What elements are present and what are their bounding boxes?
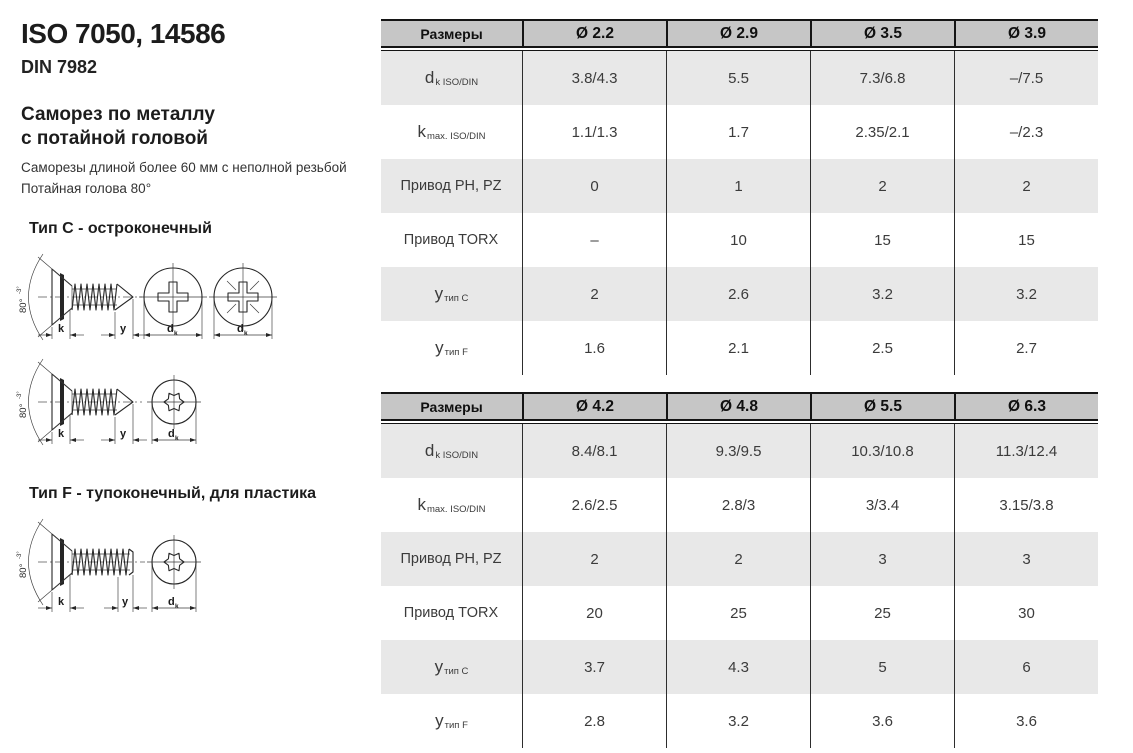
- table-cell: 15: [954, 213, 1098, 267]
- table-cell: 2: [522, 532, 666, 586]
- dim-label-y: y: [120, 428, 127, 440]
- table-row: [381, 213, 1098, 267]
- table-cell: 4.3: [666, 640, 810, 694]
- table-cell: 3.2: [810, 267, 954, 321]
- column-header-diameter: Ø 2.9: [666, 21, 810, 46]
- row-label: Привод PH, PZ: [400, 178, 502, 194]
- table-cell: 7.3/6.8: [810, 51, 954, 105]
- table-row: [381, 424, 1098, 478]
- table-cell: 3.7: [522, 640, 666, 694]
- table-cell: 30: [954, 586, 1098, 640]
- table-cell: 3.8/4.3: [522, 51, 666, 105]
- column-header-diameter: Ø 6.3: [954, 394, 1098, 419]
- type-c-drawing-ph-pz: [0, 242, 300, 352]
- angle-value: 80°: [18, 403, 29, 418]
- angle-tolerance: -3°: [17, 391, 23, 399]
- row-label: Привод TORX: [403, 232, 499, 248]
- dim-label-d: d: [167, 323, 174, 335]
- head-angle-label: [17, 391, 29, 418]
- type-f-drawing-torx: [0, 505, 230, 617]
- table-row: [381, 586, 1098, 640]
- dimension-table-1: [381, 19, 1098, 375]
- table-cell: 1.1/1.3: [522, 105, 666, 159]
- dim-label-d: d: [237, 323, 244, 335]
- dim-label-d: d: [168, 428, 175, 440]
- table-cell: 10.3/10.8: [810, 424, 954, 478]
- table-cell: 9.3/9.5: [666, 424, 810, 478]
- table-cell: 2.5: [810, 321, 954, 375]
- table-row: [381, 51, 1098, 105]
- dim-label-y: y: [122, 596, 129, 608]
- table-cell: 2: [954, 159, 1098, 213]
- table-cell: 1.7: [666, 105, 810, 159]
- table-cell: 1.6: [522, 321, 666, 375]
- page-title: ISO 7050, 14586: [21, 18, 226, 49]
- screw-side-view-icon: [29, 519, 146, 605]
- column-header-diameter: Ø 4.2: [522, 394, 666, 419]
- dimension-table-2: [381, 392, 1098, 748]
- table-row: [381, 694, 1098, 748]
- row-label: k max. ISO/DIN: [417, 122, 486, 142]
- table-cell: 3: [954, 532, 1098, 586]
- column-header-diameter: Ø 3.9: [954, 21, 1098, 46]
- head-angle-label: [17, 551, 29, 578]
- table-row: [381, 105, 1098, 159]
- torx-recess-head-view-icon: [147, 535, 201, 612]
- table-cell: –/7.5: [954, 51, 1098, 105]
- dim-label-d: d: [168, 596, 175, 608]
- table-cell: 15: [810, 213, 954, 267]
- table-cell: 2: [666, 532, 810, 586]
- row-label: y тип C: [434, 284, 469, 304]
- table-cell: 5: [810, 640, 954, 694]
- table-cell: 2.35/2.1: [810, 105, 954, 159]
- table-row: [381, 321, 1098, 375]
- table-cell: 3.2: [666, 694, 810, 748]
- table-cell: 11.3/12.4: [954, 424, 1098, 478]
- table-row: [381, 478, 1098, 532]
- row-label: k max. ISO/DIN: [417, 495, 486, 515]
- dim-label-d-sub: k: [174, 330, 178, 337]
- dim-label-k: k: [58, 323, 65, 335]
- table-cell: 2.1: [666, 321, 810, 375]
- dim-label-k: k: [58, 596, 65, 608]
- row-label: Привод TORX: [403, 605, 499, 621]
- table-cell: –: [522, 213, 666, 267]
- table-cell: 2.6/2.5: [522, 478, 666, 532]
- description-line1: Саморезы длиной более 60 мм с неполной резьбой: [21, 160, 347, 175]
- angle-tolerance: -3°: [17, 286, 23, 294]
- row-label: d k ISO/DIN: [424, 441, 479, 461]
- dim-y: [104, 575, 147, 612]
- torx-recess-head-view-icon: [147, 375, 201, 444]
- column-header-diameter: Ø 2.2: [522, 21, 666, 46]
- row-label: d k ISO/DIN: [424, 68, 479, 88]
- angle-tolerance: -3°: [17, 551, 23, 559]
- table-header-row: [381, 392, 1098, 421]
- angle-value: 80°: [18, 298, 29, 313]
- ph-recess-head-view-icon: [139, 263, 207, 339]
- description-line2: Потайная голова 80°: [21, 181, 152, 196]
- dim-label-d-sub: k: [175, 603, 179, 610]
- table-cell: 3.6: [954, 694, 1098, 748]
- product-name-line2: с потайной головой: [21, 128, 208, 149]
- table-cell: –/2.3: [954, 105, 1098, 159]
- table-cell: 2.8/3: [666, 478, 810, 532]
- table-row: [381, 159, 1098, 213]
- table-cell: 3.6: [810, 694, 954, 748]
- dim-label-d-sub: k: [175, 435, 179, 442]
- type-c-drawing-torx: [0, 358, 230, 458]
- table-cell: 2.6: [666, 267, 810, 321]
- row-label: y тип F: [435, 711, 468, 731]
- product-name-line1: Саморез по металлу: [21, 104, 215, 125]
- table-row: [381, 532, 1098, 586]
- table-cell: 6: [954, 640, 1098, 694]
- row-label: Привод PH, PZ: [400, 551, 502, 567]
- table-header-row: [381, 19, 1098, 48]
- table-row: [381, 267, 1098, 321]
- type-f-heading: Тип F - тупоконечный, для пластика: [29, 485, 317, 502]
- table-cell: 3.15/3.8: [954, 478, 1098, 532]
- angle-value: 80°: [18, 563, 29, 578]
- table-cell: 2: [810, 159, 954, 213]
- page-subtitle: DIN 7982: [21, 57, 98, 77]
- column-header-sizes: Размеры: [420, 398, 483, 415]
- pz-recess-head-view-icon: [209, 263, 277, 339]
- table-cell: 20: [522, 586, 666, 640]
- dim-label-y: y: [120, 323, 127, 335]
- table-cell: 8.4/8.1: [522, 424, 666, 478]
- table-cell: 1: [666, 159, 810, 213]
- table-cell: 25: [666, 586, 810, 640]
- table-cell: 5.5: [666, 51, 810, 105]
- table-cell: 2.7: [954, 321, 1098, 375]
- dim-label-d-sub: k: [244, 330, 248, 337]
- table-cell: 2.8: [522, 694, 666, 748]
- type-c-heading: Тип C - остроконечный: [29, 220, 212, 237]
- dim-label-k: k: [58, 428, 65, 440]
- column-header-diameter: Ø 3.5: [810, 21, 954, 46]
- table-cell: 3.2: [954, 267, 1098, 321]
- table-row: [381, 640, 1098, 694]
- column-header-diameter: Ø 5.5: [810, 394, 954, 419]
- head-angle-label: [17, 286, 29, 313]
- table-cell: 25: [810, 586, 954, 640]
- row-label: y тип C: [434, 657, 469, 677]
- table-cell: 0: [522, 159, 666, 213]
- table-cell: 3: [810, 532, 954, 586]
- table-cell: 2: [522, 267, 666, 321]
- column-header-diameter: Ø 4.8: [666, 394, 810, 419]
- table-cell: 3/3.4: [810, 478, 954, 532]
- product-name: [21, 103, 215, 151]
- row-label: y тип F: [435, 338, 468, 358]
- table-cell: 10: [666, 213, 810, 267]
- column-header-sizes: Размеры: [420, 25, 483, 42]
